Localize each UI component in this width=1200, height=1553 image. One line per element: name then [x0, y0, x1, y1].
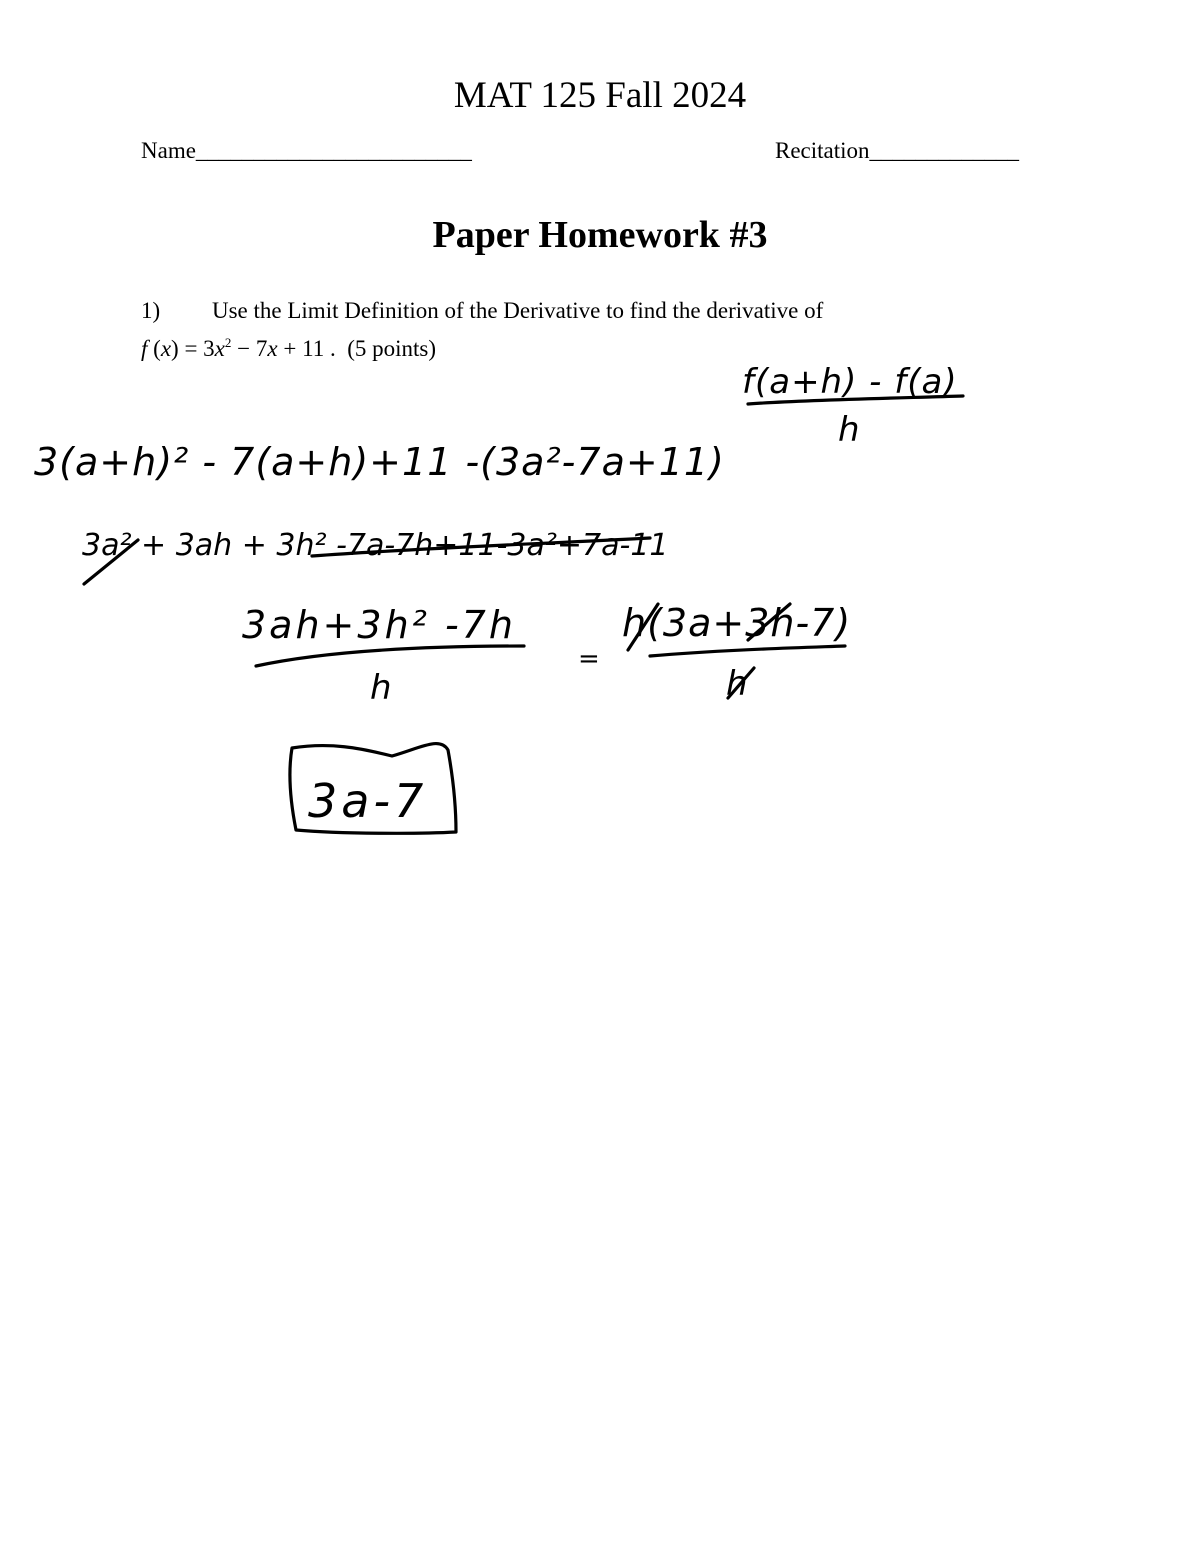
question-number: 1) — [141, 298, 161, 323]
question-prompt: Use the Limit Definition of the Derivative to find the derivative of — [212, 298, 824, 323]
assignment-title: Paper Homework #3 — [432, 214, 768, 256]
hw-simplified-line: 3a² + 3ah + 3h² -7a-7h+11-3a²+7a-11 — [82, 528, 669, 563]
hw-factored-denominator: h — [726, 664, 748, 704]
fraction-bar-left — [256, 646, 524, 666]
name-field-label: Name________________________ — [141, 138, 472, 163]
hw-fraction-denominator: h — [370, 668, 392, 708]
recitation-field-label: Recitation_____________ — [775, 138, 1020, 163]
hw-expansion-line: 3(a+h)² - 7(a+h)+11 -(3a²-7a+11) — [34, 440, 725, 484]
hw-final-answer: 3a-7 — [308, 774, 428, 828]
question-formula: f $(x) = 3x^2 - 7x + 11$ . (5 points) — [141, 335, 437, 361]
question-points: (5 points) — [347, 336, 437, 361]
hw-fraction-numerator: 3ah+3h² -7h — [242, 603, 516, 647]
hw-definition-numerator: f(a+h) - f(a) — [742, 362, 958, 402]
hw-equals-sign: = — [578, 644, 600, 674]
course-title: MAT 125 Fall 2024 — [453, 75, 747, 116]
hw-factored-numerator: h(3a+3h-7) — [622, 601, 852, 645]
hw-definition-denominator: h — [838, 410, 860, 450]
fraction-bar-right — [650, 646, 845, 656]
